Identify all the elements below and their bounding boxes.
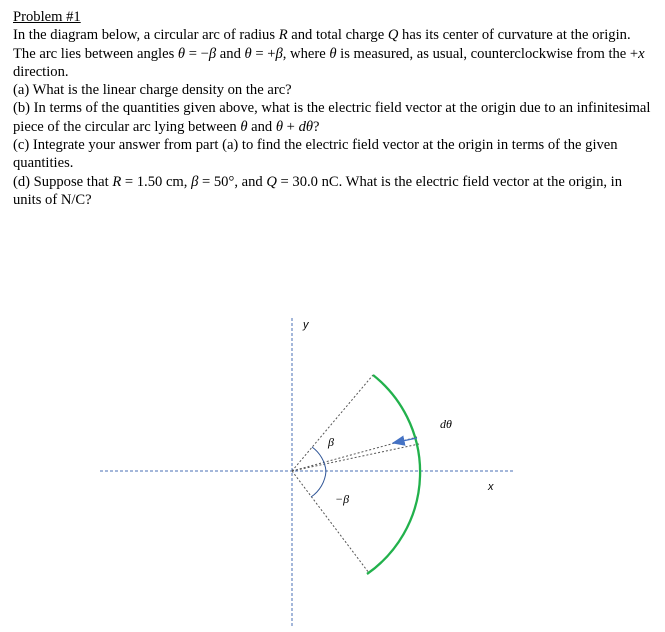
problem-title: Problem #1 (13, 9, 81, 25)
part-a: (a) What is the linear charge density on the arc? (13, 82, 292, 99)
part-c: (c) Integrate your answer from part (a) to find the electric field vector at the origin in terms of the given quantities. (13, 137, 618, 172)
ray-plus-beta (292, 375, 373, 471)
x-axis-label: x (488, 481, 494, 493)
angle-arc-plus-beta (312, 447, 326, 471)
dtheta-label: dθ (440, 417, 452, 431)
problem-intro: In the diagram below, a circular arc of radius R and total charge Q has its center of curvature at the origin. The arc lies between angles θ = −β and θ = +β, where θ is measured, as usual, counterclockwise from the +x direction. (13, 27, 645, 80)
beta-label: β (328, 435, 334, 449)
charged-arc (367, 375, 420, 574)
angle-arc-minus-beta (311, 471, 326, 497)
neg-beta-label: −β (335, 492, 350, 506)
part-d: (d) Suppose that R = 1.50 cm, β = 50°, and Q = 30.0 nC. What is the electric field vector at the origin, in units of N/C? (13, 173, 623, 208)
part-b: (b) In terms of the quantities given above, what is the electric field vector at the origin due to an infinitesimal piece of the circular arc lying between θ and θ + dθ? (13, 100, 651, 135)
ray-minus-beta (292, 471, 369, 573)
y-axis-label: y (303, 319, 309, 331)
dtheta-arrow (393, 438, 417, 443)
